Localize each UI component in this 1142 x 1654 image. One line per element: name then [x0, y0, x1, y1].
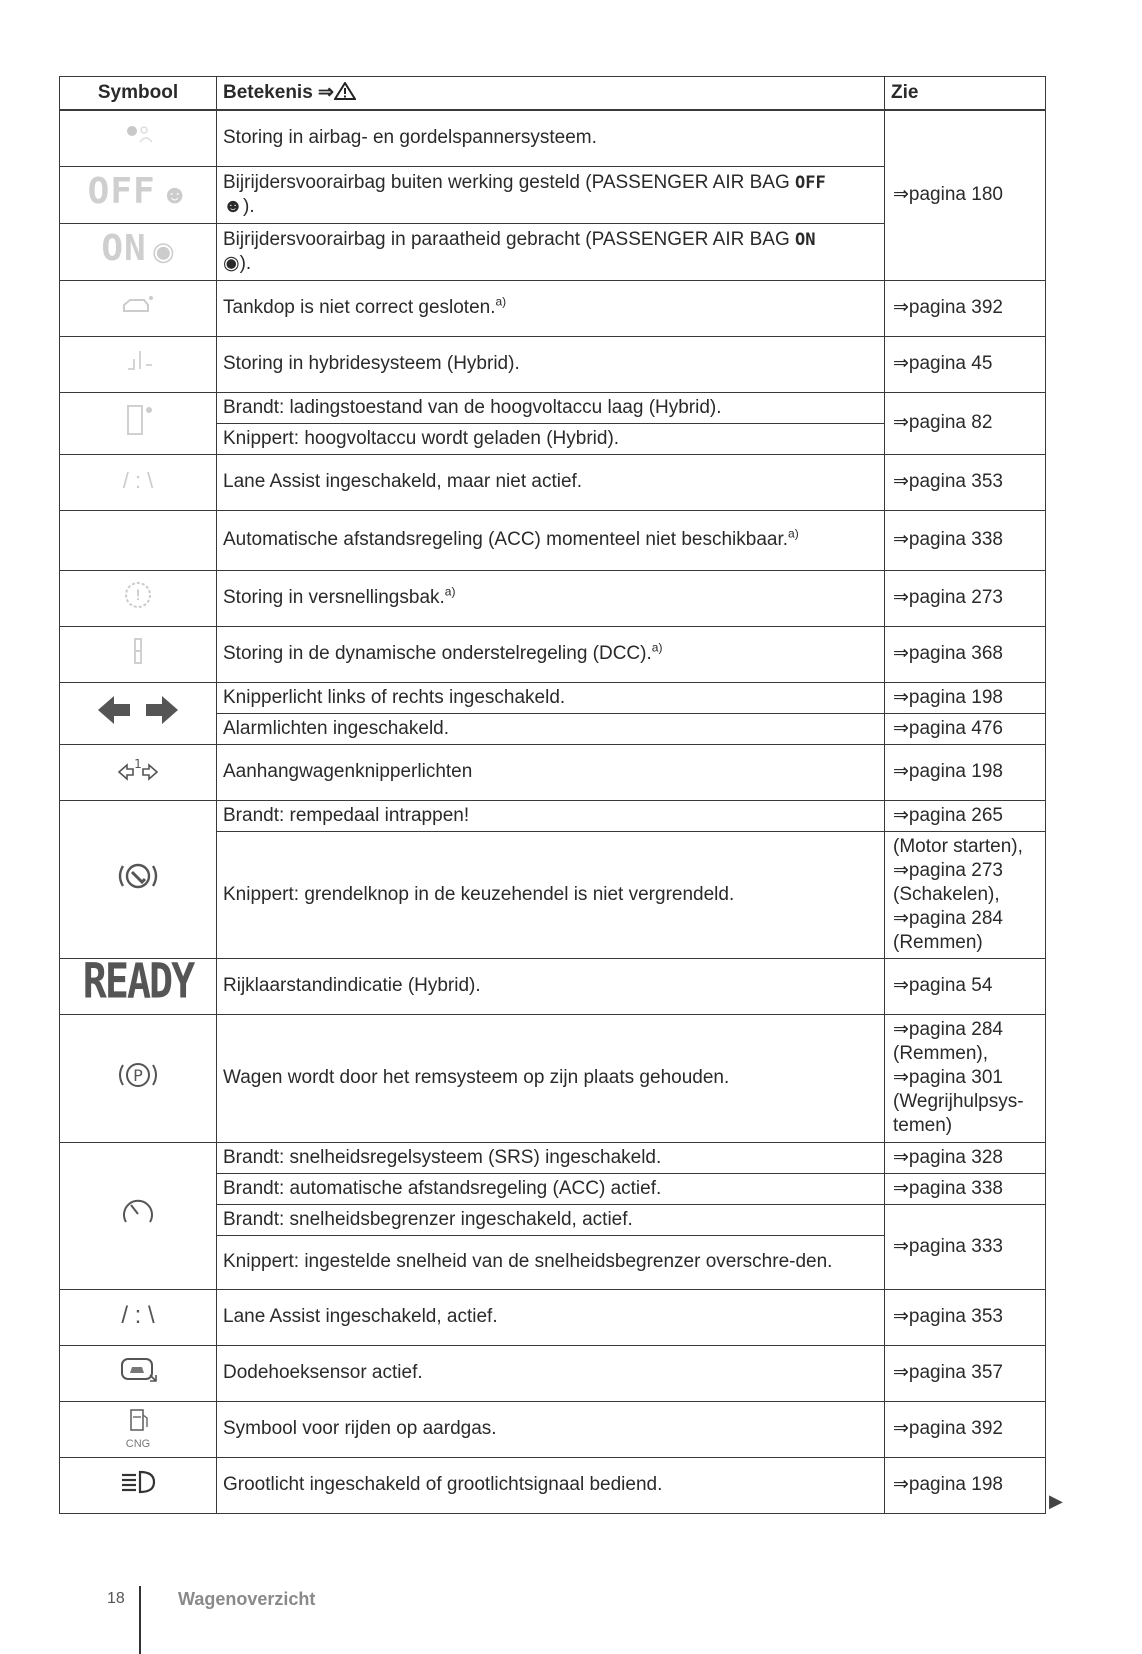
ref-line: (Wegrijhulpsys-: [893, 1091, 1024, 1112]
row-text: Brandt: snelheidsbegrenzer ingeschakeld, actief.: [217, 1204, 885, 1235]
airbag-on-label: ON: [101, 227, 147, 269]
ready-label: READY: [82, 954, 194, 1010]
dcc-fault-icon: [60, 626, 217, 682]
table-row: [60, 280, 1046, 336]
row-text: Lane Assist ingeschakeld, maar niet actief.: [217, 454, 885, 510]
table-row: [60, 800, 1046, 831]
svg-text:P: P: [133, 1065, 143, 1085]
table-row: [60, 1289, 1046, 1345]
row-reference: ⇒pagina 328: [885, 1142, 1046, 1173]
warning-triangle-icon: [334, 82, 356, 100]
hybrid-system-icon: [60, 336, 217, 392]
row-text: Grootlicht ingeschakeld of grootlichtsignaal bediend.: [217, 1457, 885, 1513]
row-text-part: Storing in versnellingsbak.: [223, 587, 445, 608]
row-text: [217, 570, 885, 626]
symbol-table: [59, 76, 1046, 1514]
acc-unavailable-icon: [60, 510, 217, 570]
off-indicator: OFF: [795, 172, 826, 193]
symbol-table-container: [59, 76, 1045, 1514]
svg-text:1: 1: [134, 756, 142, 771]
seat-icon: ☻: [223, 195, 243, 217]
turn-signal-arrows-icon: [60, 682, 217, 744]
row-text: Bijrijdersvoorairbag in paraatheid gebracht (PASSENGER AIR BAG ON ◉).: [217, 223, 885, 280]
header-meaning: [217, 77, 885, 111]
row-text: Knippert: hoogvoltaccu wordt geladen (Hybrid).: [217, 423, 885, 454]
footer-divider: [139, 1586, 141, 1654]
row-reference: ⇒pagina 392: [885, 1401, 1046, 1457]
row-reference: ⇒pagina 357: [885, 1345, 1046, 1401]
row-text: [217, 510, 885, 570]
cng-label: CNG: [125, 1438, 151, 1450]
table-row: [60, 454, 1046, 510]
table-row: [60, 626, 1046, 682]
table-row: [60, 1401, 1046, 1457]
battery-charge-icon: [60, 392, 217, 454]
row-text-part: Automatische afstandsregeling (ACC) momenteel niet beschikbaar.: [223, 529, 789, 550]
footnote-mark: a): [495, 294, 507, 309]
table-row: [60, 1142, 1046, 1173]
footnote-mark: a): [651, 640, 663, 655]
ref-line: ⇒pagina 301: [893, 1067, 1003, 1088]
table-row: [60, 1014, 1046, 1142]
header-meaning-label: Betekenis ⇒: [223, 82, 334, 103]
high-beam-icon: [60, 1457, 217, 1513]
row-text: [217, 626, 885, 682]
row-reference: ⇒pagina 273: [885, 570, 1046, 626]
row-text-part: Bijrijdersvoorairbag buiten werking gesteld (PASSENGER AIR BAG: [223, 171, 796, 193]
row-text: Brandt: automatische afstandsregeling (ACC) actief.: [217, 1173, 885, 1204]
row-reference: ⇒pagina 198: [885, 682, 1046, 713]
airbag-on-icon: ◉: [223, 252, 240, 274]
row-reference: ⇒pagina 82: [885, 392, 1046, 454]
row-text: [217, 280, 885, 336]
row-reference-multi: [885, 831, 1046, 958]
header-symbol: Symbool: [60, 77, 217, 111]
row-reference: ⇒pagina 198: [885, 1457, 1046, 1513]
ref-line: ⇒pagina 284: [893, 907, 1003, 929]
table-row: [60, 682, 1046, 713]
ready-indicator-icon: [60, 954, 217, 1014]
page-number: 18: [107, 1590, 125, 1607]
brake-pedal-icon: [60, 800, 217, 958]
airbag-off-label: OFF: [87, 170, 156, 212]
table-header-row: [60, 77, 1046, 111]
row-text: Symbool voor rijden op aardgas.: [217, 1401, 885, 1457]
svg-text:!: !: [135, 587, 141, 604]
lane-assist-active-icon: / : \: [60, 1289, 217, 1345]
airbag-warning-icon: [60, 110, 217, 166]
row-text: Storing in airbag- en gordelspannersysteem.: [217, 110, 885, 166]
lane-assist-inactive-icon: / : \: [60, 454, 217, 510]
trailer-indicator-icon: [60, 744, 217, 800]
gearbox-fault-icon: [60, 570, 217, 626]
row-reference: ⇒pagina 333: [885, 1204, 1046, 1289]
ref-line: temen): [893, 1115, 953, 1136]
table-row: [60, 510, 1046, 570]
row-reference: ⇒pagina 392: [885, 280, 1046, 336]
section-title: Wagenoverzicht: [178, 1589, 316, 1609]
passenger-airbag-off-icon: OFF ☻: [60, 166, 217, 223]
table-row: [60, 110, 1046, 166]
passenger-airbag-on-icon: ON ◉: [60, 223, 217, 280]
table-row: [60, 336, 1046, 392]
header-see: Zie: [885, 77, 1046, 111]
table-row: [60, 1345, 1046, 1401]
row-text: Rijklaarstandindicatie (Hybrid).: [217, 958, 885, 1014]
row-text: Aanhangwagenknipperlichten: [217, 744, 885, 800]
continue-arrow-icon: ▶: [1049, 1491, 1063, 1511]
row-text-part: Storing in de dynamische onderstelregeling (DCC).: [223, 643, 652, 664]
ref-line: ⇒pagina 273: [893, 859, 1003, 881]
row-reference: ⇒pagina 338: [885, 510, 1046, 570]
row-reference: ⇒pagina 265: [885, 800, 1046, 831]
row-reference: ⇒pagina 368: [885, 626, 1046, 682]
ref-line: ⇒pagina 284: [893, 1019, 1003, 1040]
ref-line: (Schakelen),: [893, 883, 1000, 905]
footnote-mark: a): [444, 584, 456, 599]
table-row: [60, 1457, 1046, 1513]
row-text: Storing in hybridesysteem (Hybrid).: [217, 336, 885, 392]
auto-hold-icon: [60, 1014, 217, 1142]
row-reference: ⇒pagina 45: [885, 336, 1046, 392]
cng-fuel-icon: [60, 1401, 217, 1457]
footnote-mark: a): [788, 526, 799, 541]
row-reference: ⇒pagina 338: [885, 1173, 1046, 1204]
row-text: Lane Assist ingeschakeld, actief.: [217, 1289, 885, 1345]
ref-line: (Remmen): [893, 931, 983, 953]
row-reference: ⇒pagina 476: [885, 713, 1046, 744]
row-reference: ⇒pagina 54: [885, 958, 1046, 1014]
table-row: [60, 744, 1046, 800]
table-row: [60, 570, 1046, 626]
row-text: Knippert: ingestelde snelheid van de snelheidsbegrenzer overschre-den.: [217, 1235, 885, 1289]
ref-line: (Motor starten),: [893, 835, 1023, 857]
speedometer-icon: [60, 1142, 217, 1289]
row-text: Wagen wordt door het remsysteem op zijn plaats gehouden.: [217, 1014, 885, 1142]
row-reference: ⇒pagina 180: [885, 110, 1046, 280]
ref-line: (Remmen),: [893, 1043, 989, 1064]
on-indicator: ON: [795, 229, 816, 250]
row-text: Knippert: grendelknop in de keuzehendel is niet vergrendeld.: [217, 831, 885, 958]
table-row: [60, 958, 1046, 1014]
row-text: Brandt: rempedaal intrappen!: [217, 800, 885, 831]
row-text: Dodehoeksensor actief.: [217, 1345, 885, 1401]
blind-spot-icon: [60, 1345, 217, 1401]
row-text: Brandt: snelheidsregelsysteem (SRS) ingeschakeld.: [217, 1142, 885, 1173]
row-reference: ⇒pagina 353: [885, 1289, 1046, 1345]
row-text: Knipperlicht links of rechts ingeschakeld.: [217, 682, 885, 713]
row-reference: ⇒pagina 198: [885, 744, 1046, 800]
row-reference-multi: [885, 1014, 1046, 1142]
row-text-part: Tankdop is niet correct gesloten.: [223, 297, 496, 318]
row-text: Brandt: ladingstoestand van de hoogvoltaccu laag (Hybrid).: [217, 392, 885, 423]
row-text: Alarmlichten ingeschakeld.: [217, 713, 885, 744]
row-reference: ⇒pagina 353: [885, 454, 1046, 510]
row-text: Bijrijdersvoorairbag buiten werking gesteld (PASSENGER AIR BAG OFF ☻).: [217, 166, 885, 223]
row-text-part: Bijrijdersvoorairbag in paraatheid gebracht (PASSENGER AIR BAG: [223, 228, 796, 250]
fuel-cap-icon: [60, 280, 217, 336]
table-row: [60, 392, 1046, 423]
